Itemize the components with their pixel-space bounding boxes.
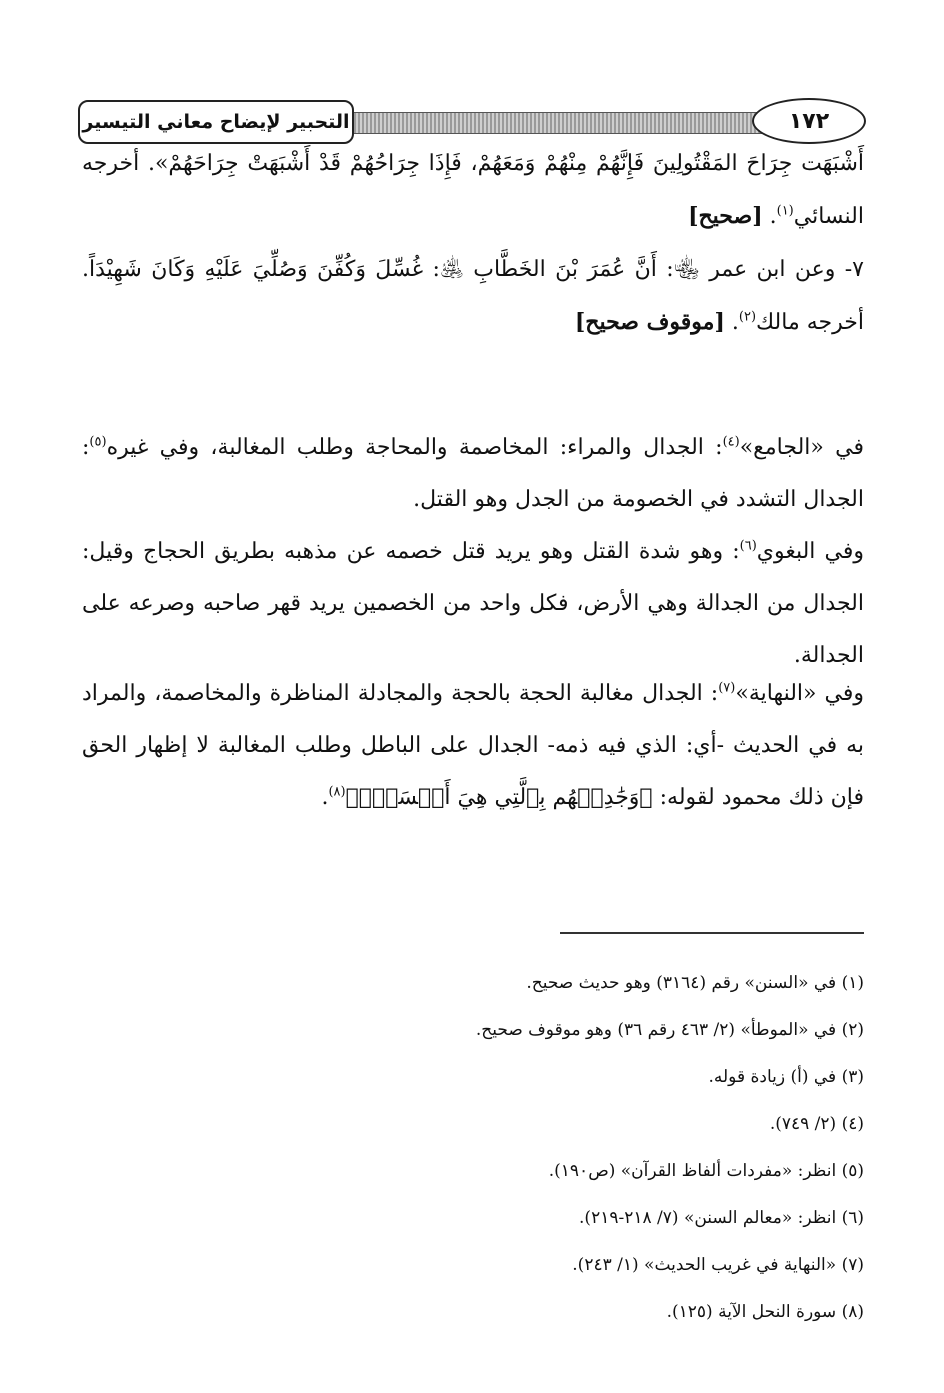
hadith-paragraph-1 [82, 138, 864, 243]
text-segment: : الجدال التشدد في الخصومة من الجدل وهو القتل. [82, 435, 864, 512]
page-number: ١٧٢ [752, 98, 866, 144]
grade-label-1: [صحيح] [688, 203, 763, 229]
text-segment: وفي «النهاية» [735, 681, 864, 706]
period: . [769, 204, 777, 229]
text-segment: في «الجامع» [739, 435, 864, 460]
header-decorative-band [298, 112, 796, 134]
text-segment: : الجدال والمراء: المخاصمة والمحاجة وطلب المغالبة، وفي غيره [106, 435, 723, 460]
footnote-3: (٣) في (أ) زيادة قوله. [708, 1067, 864, 1087]
footnote-2: (٢) في «الموطأ» (٢/ ٤٦٣ رقم ٣٦) وهو موقوف صحيح. [475, 1020, 864, 1040]
text-segment: : الجدال مغالبة الحجة بالحجة والمجادلة المناظرة والمخاصمة، والمراد به في الحديث -أي: الذي فيه ذمه- الجدال على الباطل وطلب المغالبة لا إظهار الحق فإن ذلك محمود لقوله: ﴿وَجَٰدِلۡهُم بِٱلَّتِي هِيَ أَحۡسَنُۚ﴾ [82, 681, 864, 810]
footnote-5: (٥) انظر: «مفردات ألفاظ القرآن» (ص١٩٠). [548, 1161, 864, 1181]
footnote-1: (١) في «السنن» رقم (٣١٦٤) وهو حديث صحيح. [526, 973, 864, 993]
text-segment: : وهو شدة القتل وهو يريد قتل خصمه عن مذهبه بطريق الحجاج وقيل: الجدال من الجدالة وهي الأرض، فكل واحد من الخصمين يريد قهر صاحبه وصرعه على الجدالة. [82, 539, 864, 668]
definition-paragraph-1 [82, 422, 864, 526]
footnote-ref-4: (٤) [722, 434, 740, 450]
footnotes [82, 960, 864, 1336]
footnote-6: (٦) انظر: «معالم السنن» (٧/ ٢١٨-٢١٩). [579, 1208, 864, 1228]
footnote-ref-8: (٨) [328, 784, 346, 800]
footnote-separator [560, 932, 864, 934]
period: . [731, 310, 739, 335]
hadith-paragraph-2 [82, 244, 864, 349]
text-segment: وفي البغوي [756, 539, 865, 564]
hadith-text-1: أَشْبَهَت جِرَاحَ المَقْتُولِينَ فَإِنَّهُمْ مِنْهُمْ وَمَعَهُمْ، فَإِذَا جِرَاحُهُمْ قَدْ أَشْبَهَتْ جِرَاحَهُمْ». أخرجه النسائي [82, 151, 864, 229]
footnote-ref-2: (٢) [738, 309, 757, 325]
footnote-ref-5: (٥) [89, 434, 107, 450]
footnote-4: (٤) (٢/ ٧٤٩). [769, 1114, 864, 1134]
footnote-8: (٨) سورة النحل الآية (١٢٥). [666, 1302, 864, 1322]
footnote-ref-7: (٧) [718, 680, 736, 696]
text-segment: . [321, 785, 329, 810]
hadith-text-2: ٧- وعن ابن عمر ﵄: أَنَّ عُمَرَ بْنَ الخَطَّابِ ﵁: غُسِّلَ وَكُفِّنَ وَصُلِّيَ عَلَيْهِ وَكَانَ شَهِيْدَاً. أخرجه مالك [82, 257, 864, 335]
grade-label-2: [موقوف صحيح] [574, 309, 725, 335]
footnote-7: (٧) «النهاية في غريب الحديث» (١/ ٢٤٣). [572, 1255, 864, 1275]
definition-paragraph-3 [82, 668, 864, 824]
definition-paragraph-2 [82, 526, 864, 682]
footnote-ref-6: (٦) [739, 538, 757, 554]
footnote-ref-1: (١) [776, 203, 794, 219]
book-title: التحبير لإيضاح معاني التيسير [78, 100, 354, 144]
